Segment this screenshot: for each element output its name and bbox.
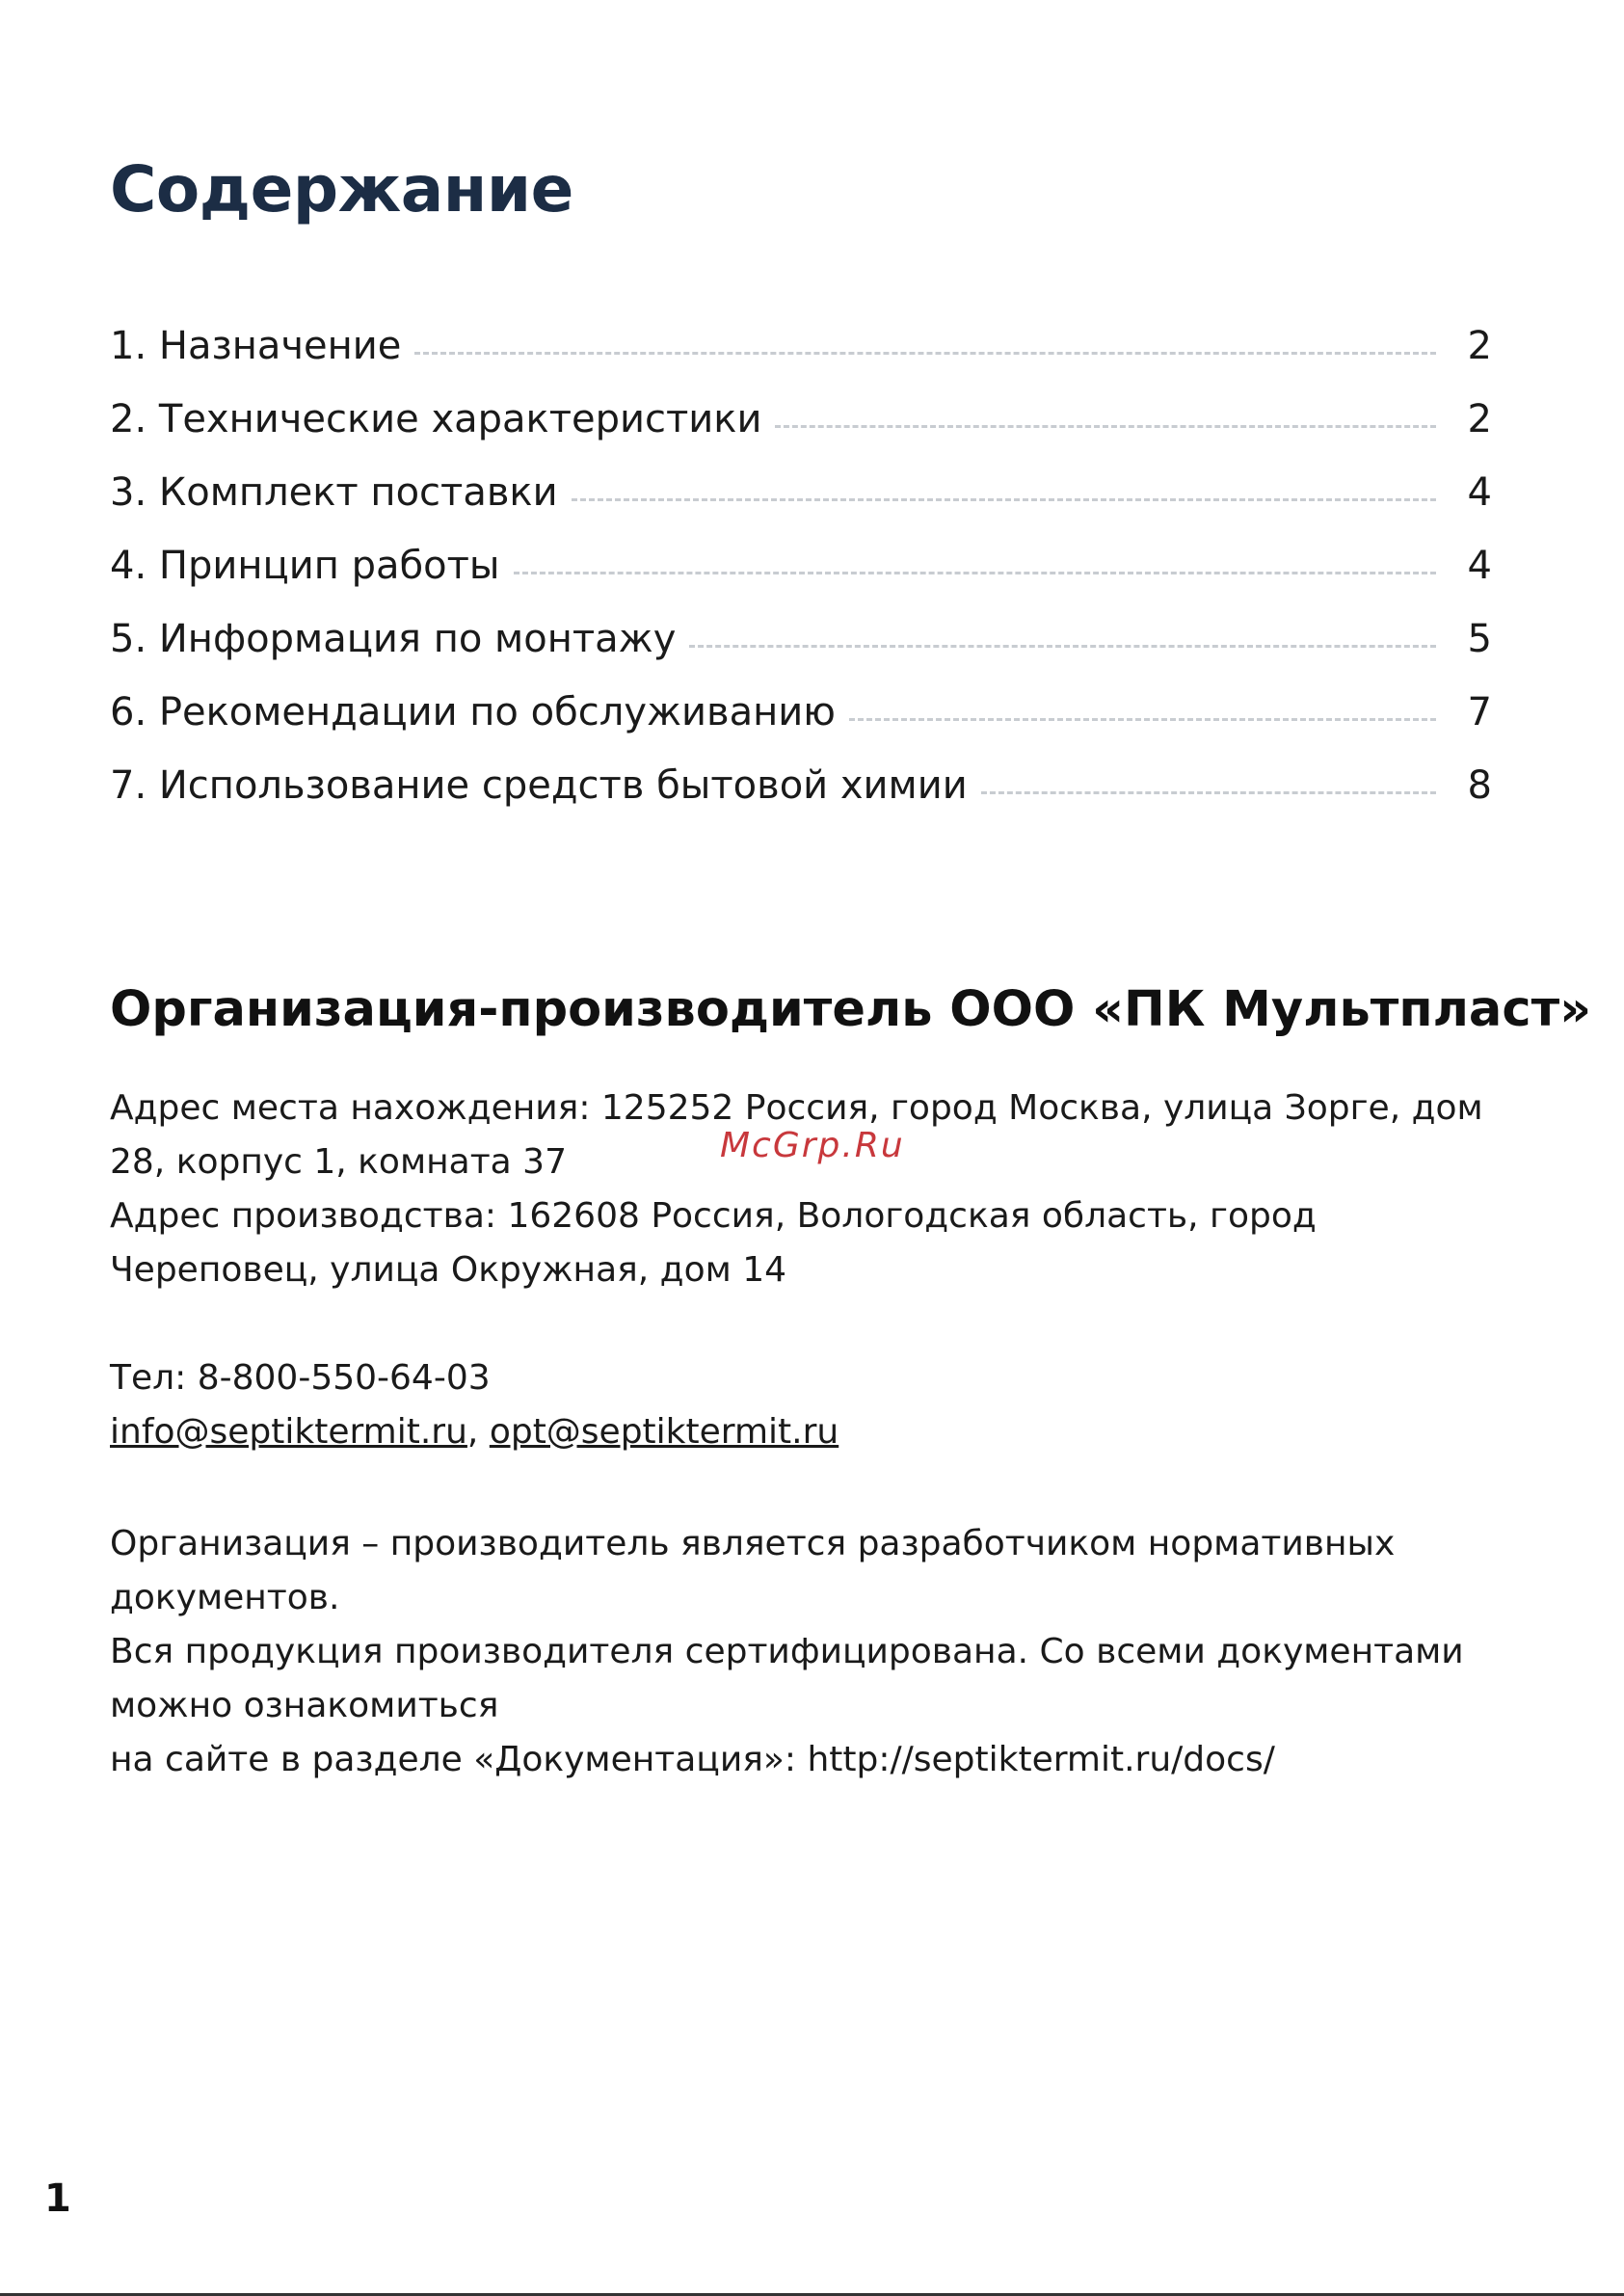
organization-addresses [110,1081,1498,1297]
toc-dotted-leader [849,718,1436,721]
toc-item-page: 4 [1467,544,1492,588]
toc-dotted-leader [414,352,1436,355]
toc-item[interactable] [110,734,1492,808]
page-title: Содержание [110,152,573,227]
toc-item[interactable] [110,661,1492,734]
toc-item[interactable] [110,295,1492,368]
page-number: 1 [44,2176,71,2221]
email-separator: , [466,1412,490,1452]
toc-item-label: 4. Принцип работы [110,544,500,588]
address-production-line: Череповец, улица Окружная, дом 14 [110,1250,786,1290]
note-line: документов. [110,1578,340,1617]
toc-item[interactable] [110,515,1492,588]
toc-item-page: 8 [1467,763,1492,808]
address-location-line: Адрес места нахождения: 125252 Россия, город Москва, улица Зорге, дом [110,1088,1483,1128]
info-email-link[interactable]: info@septiktermit.ru [110,1412,467,1452]
toc-dotted-leader [775,425,1436,428]
toc-item-page: 2 [1467,324,1492,368]
note-line: можно ознакомиться [110,1686,499,1725]
toc-item-label: 6. Рекомендации по обслуживанию [110,690,836,734]
toc-item-label: 5. Информация по монтажу [110,617,677,661]
toc-item-label: 3. Комплект поставки [110,470,558,515]
note-line: Вся продукция производителя сертифицирована. Со всеми документами [110,1632,1464,1671]
docs-link-line[interactable]: на сайте в разделе «Документация»: http://septiktermit.ru/docs/ [110,1740,1275,1779]
toc-item-label: 1. Назначение [110,324,402,368]
toc-dotted-leader [514,572,1436,574]
toc-item[interactable] [110,368,1492,441]
toc-item-label: 2. Технические характеристики [110,397,762,441]
watermark: McGrp.Ru [720,1126,905,1165]
table-of-contents [110,295,1492,808]
opt-email-link[interactable]: opt@septiktermit.ru [489,1412,839,1452]
address-production-line: Адрес производства: 162608 Россия, Вологодская область, город [110,1196,1317,1236]
toc-dotted-leader [981,791,1436,794]
toc-item-page: 2 [1467,397,1492,441]
organization-contacts [110,1351,1498,1459]
toc-dotted-leader [572,498,1436,501]
note-line: Организация – производитель является разработчиком нормативных [110,1524,1396,1563]
toc-item-page: 5 [1467,617,1492,661]
toc-item-label: 7. Использование средств бытовой химии [110,763,968,808]
toc-item[interactable] [110,588,1492,661]
toc-item-page: 4 [1467,470,1492,515]
email-line [110,1405,1498,1459]
toc-item-page: 7 [1467,690,1492,734]
phone-number: Тел: 8-800-550-64-03 [110,1358,491,1398]
address-location-line: 28, корпус 1, комната 37 [110,1142,567,1182]
organization-title: Организация-производитель ООО «ПК Мультпласт» [110,981,1592,1038]
organization-note [110,1517,1498,1787]
toc-dotted-leader [689,645,1436,648]
toc-item[interactable] [110,441,1492,515]
